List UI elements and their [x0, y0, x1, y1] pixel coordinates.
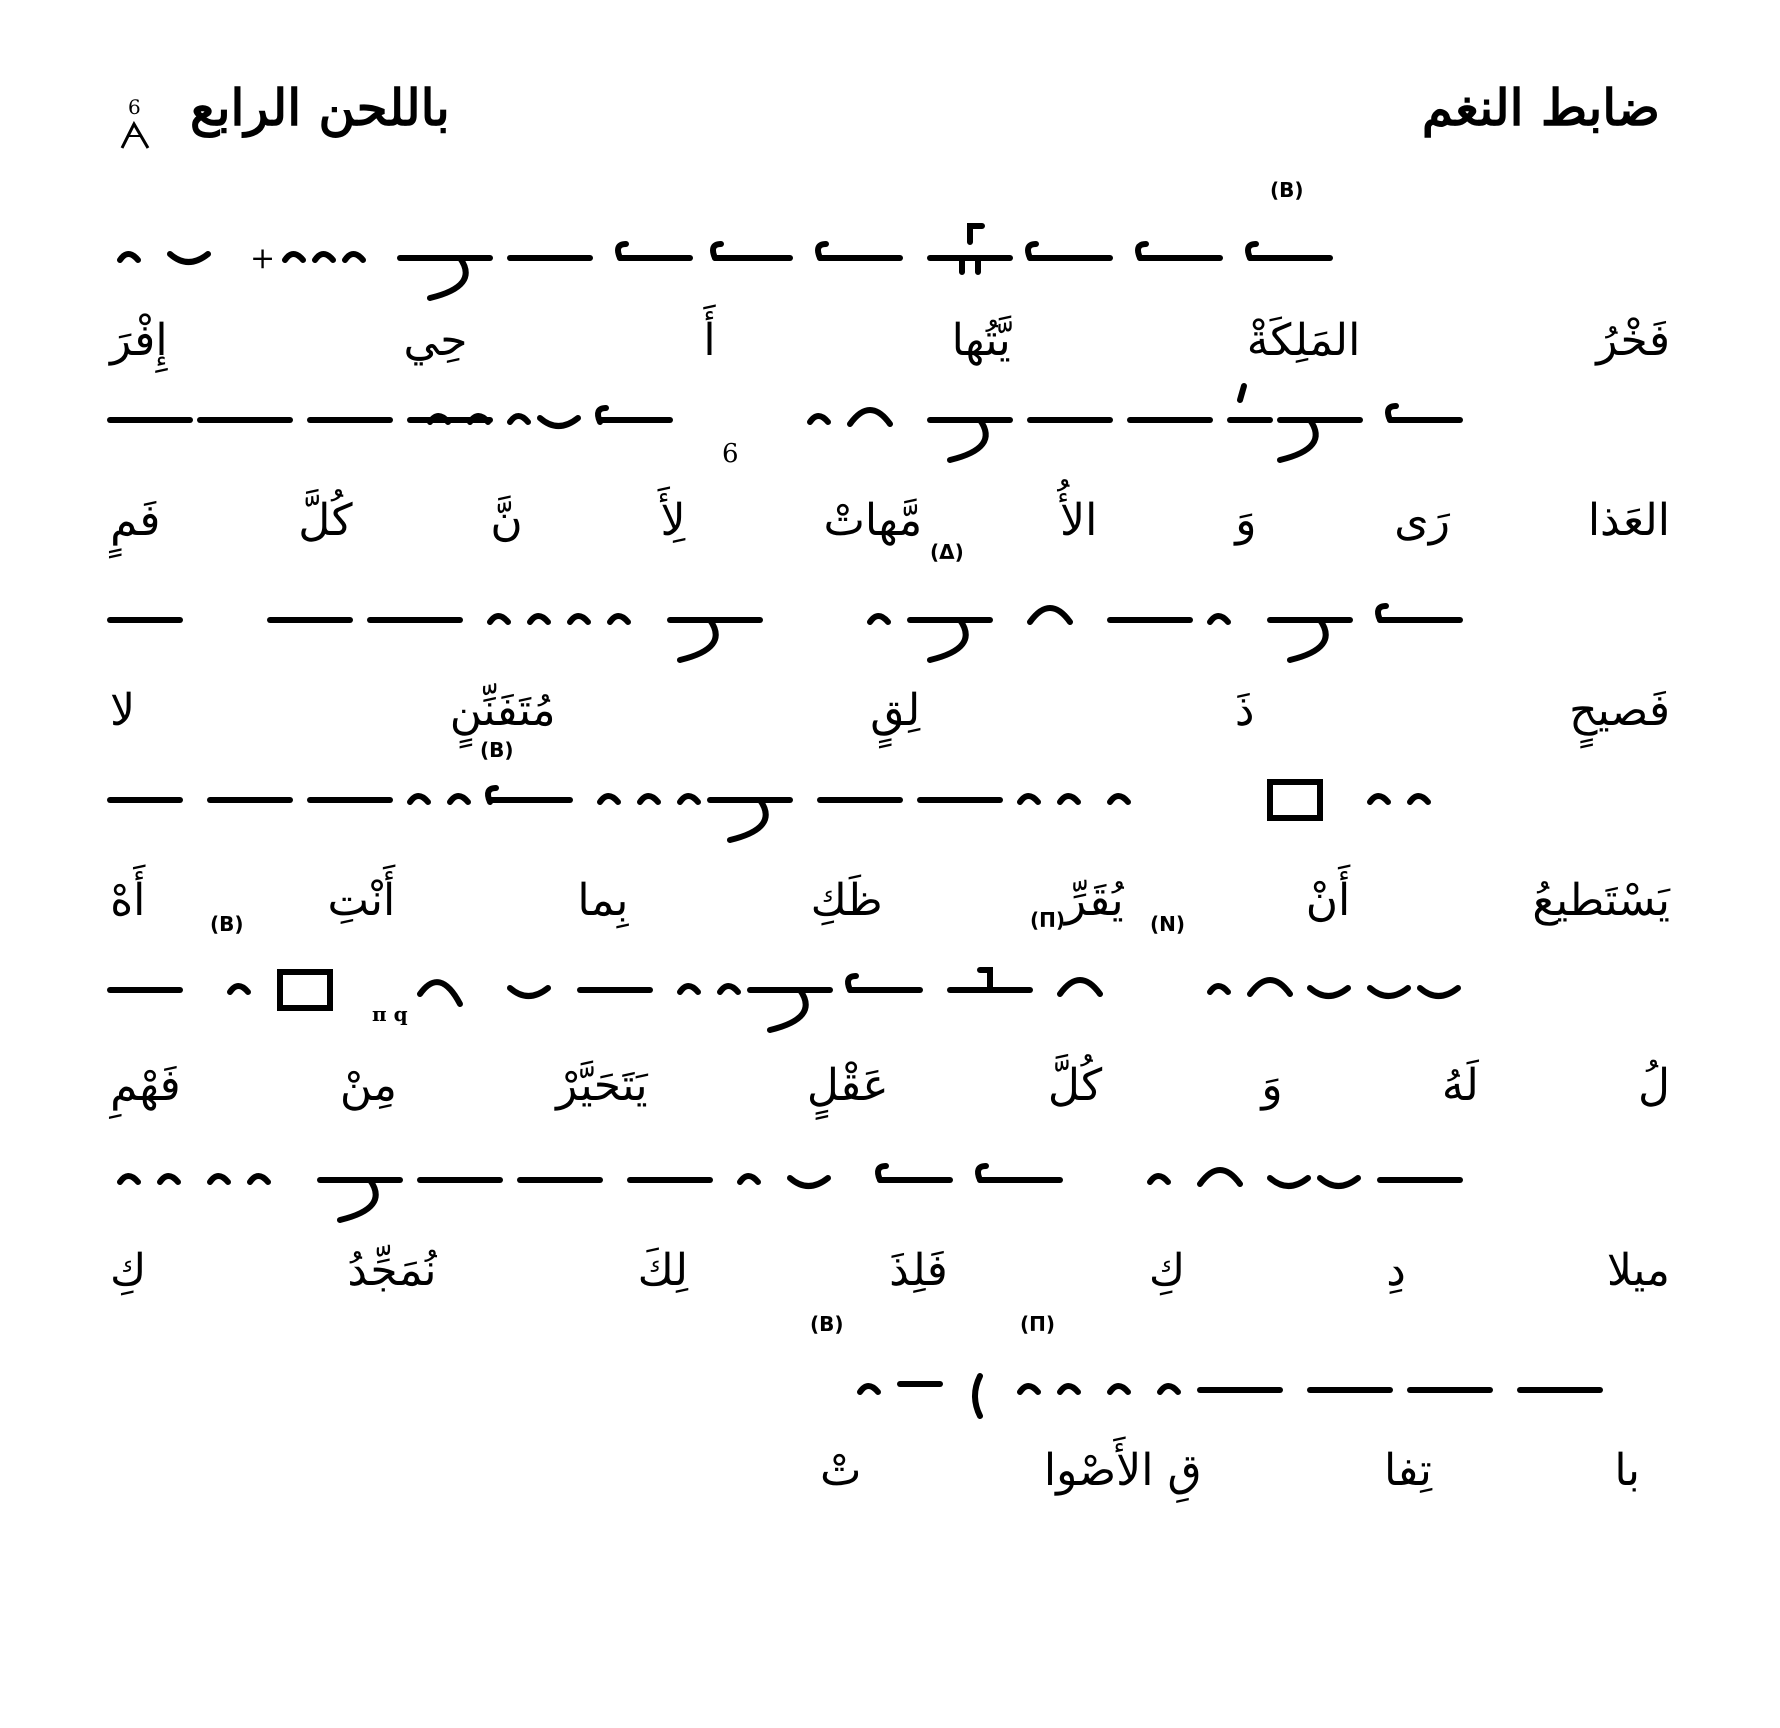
lyric-word: لُ	[1638, 1059, 1670, 1111]
lyric-word: وَ	[1235, 494, 1257, 546]
lyric-word: مَّهاتْ	[823, 494, 923, 546]
lyric-word: أَهْ	[110, 874, 146, 926]
b-mark-3: (B)	[210, 912, 244, 936]
lyric-word: نُمَجِّدُ	[347, 1244, 437, 1296]
lyric-word: بِما	[577, 874, 629, 926]
neume-row-5	[110, 908, 1670, 1060]
lyrics-row-7	[820, 1430, 1640, 1510]
lyric-word: تِفا	[1384, 1444, 1432, 1496]
lyric-word: ظَكِ	[810, 874, 883, 926]
lyric-word: كِ	[1148, 1244, 1186, 1296]
lyrics-row-4	[110, 860, 1670, 940]
lyric-word: أَ	[703, 314, 716, 366]
lyric-word: أَنْتِ	[327, 874, 396, 926]
lyric-word: الأُ	[1060, 494, 1098, 546]
lyric-word: فَمٍ	[110, 494, 161, 546]
lyric-word: نَّ	[490, 494, 523, 546]
lyric-word: إِفْرَ	[110, 314, 168, 366]
lyric-word: كُلَّ	[298, 494, 353, 546]
lyric-word: فَهْمِ	[110, 1059, 181, 1111]
lyric-word: مِنْ	[339, 1059, 397, 1111]
lyric-word: تْ	[820, 1444, 862, 1496]
delta-mark: (Δ)	[930, 540, 964, 564]
lyric-word: قِ الأَصْوا	[1043, 1444, 1202, 1496]
lyrics-row-5	[110, 1045, 1670, 1125]
lyric-word: يَسْتَطيعُ	[1532, 874, 1670, 926]
lyric-word: حِي	[403, 314, 468, 366]
lyric-word: كِ	[110, 1244, 147, 1296]
lyrics-row-1	[110, 300, 1670, 380]
lyric-word: وَ	[1261, 1059, 1283, 1111]
lyrics-row-3	[110, 670, 1670, 750]
page-title-right: ضابط النغم	[1421, 78, 1660, 137]
lyric-word: دِ	[1386, 1244, 1406, 1296]
b-mark-4: (B)	[810, 1312, 844, 1336]
mode-sign-icon: 6	[722, 439, 739, 469]
pi-mark-2: (Π)	[1020, 1312, 1056, 1336]
pi-mark-1: (Π)	[1030, 908, 1066, 932]
lyrics-row-6	[110, 1230, 1670, 1310]
page-title-left: باللحن الرابع	[190, 78, 450, 137]
lyric-word: يَّتُها	[951, 314, 1011, 366]
b-mark-2: (B)	[480, 738, 514, 762]
lyric-word: فَخْرُ	[1596, 314, 1670, 366]
mode-sign-icon	[118, 92, 154, 158]
lyric-word: با	[1614, 1444, 1640, 1496]
lyric-word: لا	[110, 684, 136, 736]
lyric-word: كُلَّ	[1047, 1059, 1103, 1111]
n-mark: (N)	[1150, 912, 1186, 936]
lyric-word: لَهُ	[1441, 1059, 1479, 1111]
lyric-word: أَنْ	[1305, 874, 1351, 926]
lyric-word: يُقَرِّ	[1064, 874, 1124, 926]
lyric-word: ميلا	[1606, 1244, 1670, 1296]
lyric-word: العَذا	[1587, 494, 1670, 546]
svg-text:6: 6	[128, 95, 141, 119]
lyric-word: مُتَفَنِّنٍ	[449, 684, 556, 736]
pi-q-mark: π q	[372, 1002, 408, 1026]
lyric-word: لِكَ	[637, 1244, 689, 1296]
lyric-word: لِقٍ	[870, 684, 921, 736]
lyric-word: فَلِذَ	[889, 1244, 948, 1296]
lyrics-row-2	[110, 480, 1670, 560]
lyric-word: رَى	[1394, 494, 1450, 546]
lyric-word: فَصيحٍ	[1569, 684, 1670, 736]
svg-text:+: +	[250, 241, 276, 276]
neume-glyphs-5	[110, 950, 1670, 1060]
b-mark-1: (B)	[1270, 178, 1304, 202]
lyric-word: عَقْلٍ	[806, 1059, 889, 1111]
lyric-word: المَلِكَةْ	[1246, 314, 1361, 366]
lyric-word: يَتَحَيَّرْ	[556, 1059, 648, 1111]
lyric-word: لِأَ	[660, 494, 686, 546]
lyric-word: ذَ	[1234, 684, 1255, 736]
